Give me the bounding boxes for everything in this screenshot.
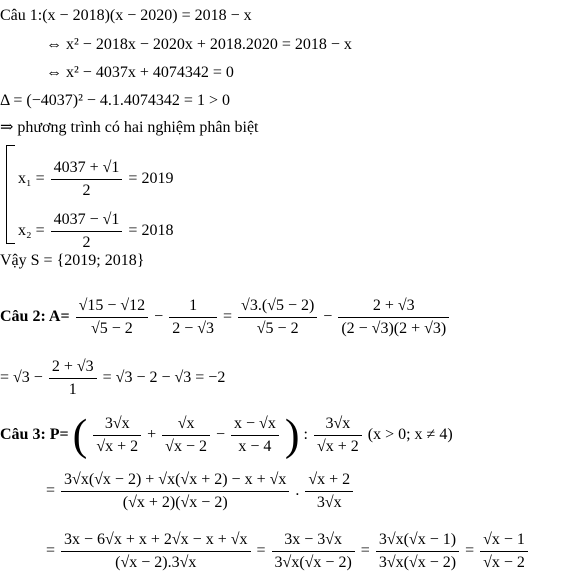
q2-f3-den: √5 − 2 — [256, 320, 299, 337]
solution-bracket — [6, 145, 15, 244]
q3-s5-num: √x − 1 — [480, 530, 528, 552]
q3-line-2 — [46, 470, 355, 513]
q3-plus: + — [147, 426, 157, 444]
q1-delta: Δ = (−4037)² − 4.1.4074342 = 1 > 0 — [0, 92, 230, 109]
q1-solution-set: Vậy S = {2019; 2018} — [0, 252, 145, 269]
q1-equation: (x − 2018)(x − 2020) = 2018 − x — [42, 7, 252, 24]
q3-term-2 — [162, 414, 210, 457]
q3-s3-num: 3x − 3√x — [272, 530, 355, 552]
x1-numerator: 4037 + √1 — [51, 158, 123, 180]
q2-minus-2: − — [323, 308, 333, 326]
q3-term-4 — [314, 414, 362, 457]
x2-denominator: 2 — [82, 234, 91, 251]
q3-s2-den: (√x − 2).3√x — [115, 554, 197, 571]
q2-line2-start: = √3 − — [0, 369, 43, 387]
q3-eq-5: = — [465, 542, 475, 560]
q3-t3-num: x − √x — [231, 414, 279, 436]
q2-fraction-3 — [238, 296, 317, 339]
q1-root-2 — [18, 210, 173, 253]
q2-fraction-5 — [49, 357, 97, 400]
q3-term-1 — [93, 414, 141, 457]
q2-f5-num: 2 + √3 — [49, 357, 97, 379]
q3-t3-den: x − 4 — [238, 438, 272, 455]
x2-rhs: = 2018 — [128, 222, 174, 240]
q3-eq-2: = — [46, 542, 56, 560]
x1-denominator: 2 — [82, 182, 91, 199]
q3-t4-den: √x + 2 — [316, 438, 359, 455]
q3-line-1 — [0, 410, 453, 460]
q2-f1-num: √15 − √12 — [76, 296, 149, 318]
q3-step-1 — [61, 470, 289, 513]
x2-lhs: x₂ = — [18, 222, 45, 240]
x2-numerator: 4037 − √1 — [51, 210, 123, 232]
q2-fraction-1 — [76, 296, 149, 339]
q3-s1b-den: 3√x — [316, 494, 342, 511]
q2-label: Câu 2: A= — [0, 308, 70, 326]
q2-minus-1: − — [154, 308, 164, 326]
q3-close-paren: ) — [284, 410, 300, 460]
q1-line-3: ⇔ x² − 4037x + 4074342 = 0 — [46, 64, 234, 81]
q3-line-3 — [46, 530, 530, 573]
q3-step-1b — [305, 470, 353, 513]
q3-dot: . — [295, 482, 300, 500]
q2-f4-den: (2 − √3)(2 + √3) — [341, 320, 447, 337]
x1-rhs: = 2019 — [128, 170, 174, 188]
q3-t1-num: 3√x — [93, 414, 141, 436]
q3-step-4 — [376, 530, 459, 573]
q2-equals: = — [223, 308, 233, 326]
q3-eq-1: = — [46, 482, 56, 500]
q3-step-3 — [272, 530, 355, 573]
q2-f4-num: 2 + √3 — [338, 296, 449, 318]
q3-t1-den: √x + 2 — [96, 438, 139, 455]
q2-f3-num: √3.(√5 − 2) — [238, 296, 317, 318]
q2-line2-end: = √3 − 2 − √3 = −2 — [102, 369, 226, 387]
q3-eq-3: = — [256, 542, 266, 560]
q3-s4-num: 3√x(√x − 1) — [376, 530, 459, 552]
q3-colon: : — [303, 426, 308, 444]
q2-f2-den: 2 − √3 — [172, 320, 215, 337]
q3-s4-den: 3√x(√x − 2) — [378, 554, 457, 571]
q2-f2-num: 1 — [169, 296, 217, 318]
q3-s3-den: 3√x(√x − 2) — [274, 554, 352, 571]
q3-minus: − — [215, 426, 226, 444]
q3-eq-4: = — [360, 542, 370, 560]
q3-t2-den: √x − 2 — [165, 438, 207, 455]
x2-fraction — [51, 210, 123, 253]
x1-fraction — [51, 158, 123, 201]
q2-fraction-2 — [169, 296, 217, 339]
q3-t4-num: 3√x — [314, 414, 362, 436]
q1-conclusion: ⇒ phương trình có hai nghiệm phân biệt — [0, 119, 259, 136]
q3-t2-num: √x — [162, 414, 210, 436]
q1-line-1 — [0, 6, 252, 26]
q1-root-1 — [18, 158, 173, 201]
q3-step-2 — [61, 530, 250, 573]
q3-s1-num: 3√x(√x − 2) + √x(√x + 2) − x + √x — [61, 470, 289, 492]
q3-term-3 — [231, 414, 279, 457]
q1-label: Câu 1: — [0, 7, 43, 24]
q1-line-2: ⇔ x² − 2018x − 2020x + 2018.2020 = 2018 − x — [46, 36, 352, 53]
q3-open-paren: ( — [72, 410, 88, 460]
q2-f1-den: √5 − 2 — [90, 320, 133, 337]
q3-label: Câu 3: P= — [0, 426, 69, 444]
q2-line-2 — [0, 357, 225, 400]
q3-condition: (x > 0; x ≠ 4) — [367, 426, 453, 444]
q2-fraction-4 — [338, 296, 449, 339]
x1-lhs: x₁ = — [18, 170, 45, 188]
q2-line-1 — [0, 296, 451, 339]
q3-s5-den: √x − 2 — [483, 554, 525, 571]
q3-s1-den: (√x + 2)(√x − 2) — [122, 494, 228, 511]
q2-f5-den: 1 — [68, 381, 77, 398]
q3-step-5 — [480, 530, 528, 573]
q3-s1b-num: √x + 2 — [305, 470, 353, 492]
q3-s2-num: 3x − 6√x + x + 2√x − x + √x — [61, 530, 250, 552]
